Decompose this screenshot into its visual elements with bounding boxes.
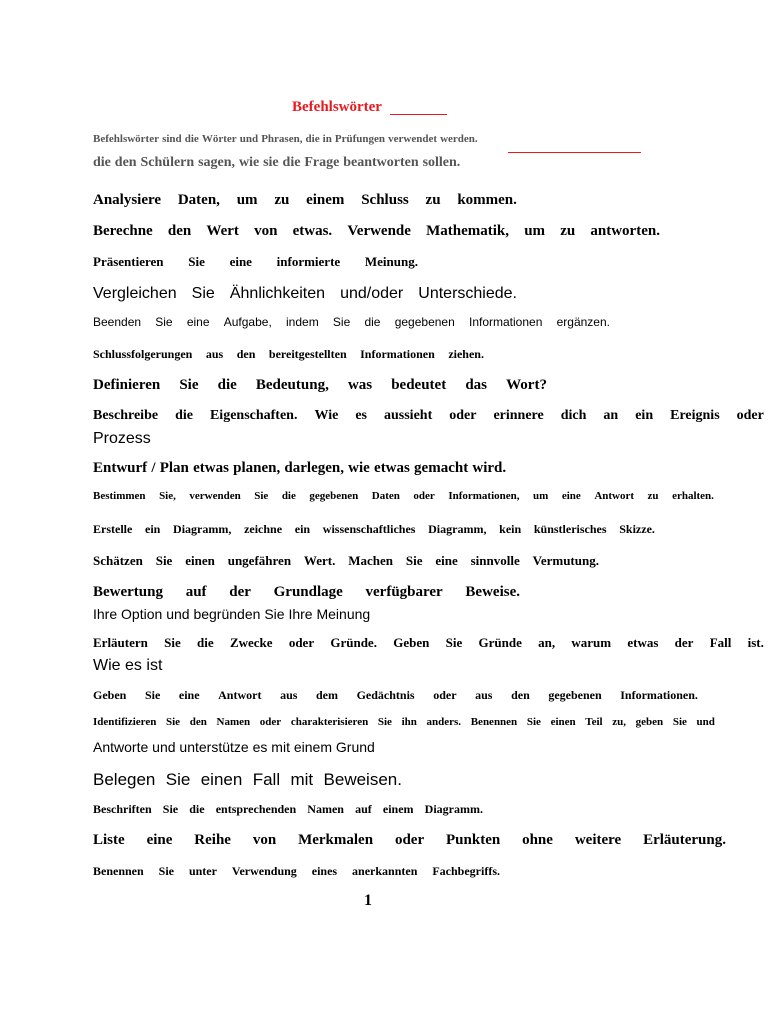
text-line <box>93 223 660 240</box>
word: unterstütze <box>179 739 249 755</box>
word: und <box>166 606 190 622</box>
word: werden. <box>440 133 478 145</box>
word: Gründe <box>478 635 522 650</box>
word: Schätzen <box>93 553 143 568</box>
word: Analysiere <box>93 192 162 208</box>
word: darlegen, <box>284 460 344 476</box>
text-line <box>93 315 610 329</box>
word: Beschriften <box>93 802 152 816</box>
word: auf <box>355 802 372 816</box>
text-line <box>93 770 402 790</box>
word: zu, <box>612 716 627 728</box>
word: Wie <box>93 657 121 674</box>
word: verwenden <box>189 490 241 502</box>
word: Sie <box>445 635 463 650</box>
word: ungefähren <box>227 553 292 568</box>
word: Fall <box>709 635 732 650</box>
word: begründen <box>193 606 261 622</box>
word: Geben <box>393 635 430 650</box>
text-line <box>93 635 764 651</box>
page-number: 1 <box>364 892 372 909</box>
word: in <box>322 133 332 145</box>
word: ergänzen. <box>556 315 610 329</box>
word: bedeutet <box>391 377 447 393</box>
word: anders. <box>426 716 462 728</box>
text-line <box>93 192 517 209</box>
word: Namen <box>216 716 251 728</box>
word: Punkten <box>446 832 501 848</box>
word: wie <box>238 155 260 170</box>
word: Wörter <box>201 133 237 145</box>
word: die <box>282 155 301 170</box>
word: Antwort <box>594 490 635 502</box>
word: aus <box>205 347 224 361</box>
word: Beweisen. <box>323 770 402 789</box>
word: Benennen <box>93 864 144 878</box>
word: Benennen <box>470 716 518 728</box>
word: Fall <box>252 770 281 789</box>
word: Wie <box>314 408 339 423</box>
word: Sie <box>144 688 161 702</box>
word: Gründe. <box>330 635 377 650</box>
word: der <box>674 635 694 650</box>
word: Sie <box>164 635 181 650</box>
word: der <box>229 584 251 600</box>
word: charakterisieren <box>290 716 369 728</box>
word: die <box>93 155 111 170</box>
word: Teil <box>585 716 603 728</box>
word: an <box>603 408 619 423</box>
word: verwendet <box>388 133 437 145</box>
text-line <box>93 864 500 879</box>
word: Erläutern <box>93 635 148 650</box>
word: etwas <box>193 460 229 476</box>
word: einen <box>200 770 243 789</box>
word: oder <box>449 408 477 423</box>
word: Grundlage <box>273 584 343 600</box>
text-line <box>93 460 764 477</box>
word: Schlussfolgerungen <box>93 347 193 361</box>
word: Informationen <box>360 347 435 361</box>
word: das <box>465 377 488 393</box>
word: zu <box>560 223 576 239</box>
word: Ihre <box>93 606 118 622</box>
word: warum <box>571 635 612 650</box>
word: Sie <box>188 254 205 269</box>
word: Diagramm, <box>173 522 232 536</box>
word: / <box>151 460 156 476</box>
word: den <box>167 223 192 239</box>
text-line <box>93 688 698 703</box>
text-line <box>93 377 547 394</box>
word: mit <box>271 739 290 755</box>
word: die <box>281 490 296 502</box>
word: Definieren <box>93 377 161 393</box>
word: ist <box>146 657 163 674</box>
word: Informationen, <box>448 490 520 502</box>
word: geben <box>635 716 664 728</box>
word: um <box>533 490 549 502</box>
word: ziehen. <box>448 347 484 361</box>
word: etwas <box>374 460 410 476</box>
text-line <box>93 522 655 537</box>
page-title: Befehlswörter <box>292 99 382 115</box>
word: Option <box>121 606 163 622</box>
word: wie <box>348 460 370 476</box>
word: Identifizieren <box>93 716 157 728</box>
word: Gedächtnis <box>356 688 415 702</box>
word: die <box>305 133 320 145</box>
word: und <box>239 133 259 145</box>
word: gemacht <box>414 460 469 476</box>
word: Präsentieren <box>93 254 164 269</box>
word: es <box>355 408 367 423</box>
word: um <box>236 192 258 208</box>
word: aussieht <box>384 408 433 423</box>
word: Antworte <box>93 739 149 755</box>
word: den <box>511 688 530 702</box>
word: auf <box>185 584 207 600</box>
word: entsprechenden <box>215 802 297 816</box>
word: weitere <box>574 832 622 848</box>
word: Reihe <box>194 832 231 848</box>
word: eine <box>435 553 458 568</box>
word: einem <box>382 802 414 816</box>
word: zu <box>647 490 659 502</box>
word: Beweise. <box>465 584 520 600</box>
word: den <box>114 155 137 170</box>
word: einem <box>293 739 333 755</box>
word: Informationen. <box>620 688 698 702</box>
word: die <box>217 377 237 393</box>
text-line <box>93 606 764 622</box>
word: aus <box>280 688 298 702</box>
word: etwas <box>627 635 659 650</box>
word: ein <box>294 522 311 536</box>
text-line <box>93 490 714 502</box>
word: sind <box>162 133 182 145</box>
red-underline-mark <box>508 152 641 153</box>
word: Sie <box>179 377 199 393</box>
word: etwas. <box>292 223 333 239</box>
word: Schülern <box>140 155 195 170</box>
word: die <box>364 315 381 329</box>
intro-line <box>93 133 764 145</box>
word: Zwecke <box>229 635 273 650</box>
word: die <box>189 802 205 816</box>
word: eine <box>229 254 252 269</box>
word: Sie <box>158 864 174 878</box>
word: ist. <box>747 635 764 650</box>
word: einen <box>550 716 576 728</box>
text-line <box>93 430 764 448</box>
word: oder <box>413 490 435 502</box>
word: Grund <box>335 739 375 755</box>
word: Beschreibe <box>93 408 159 423</box>
word: antworten. <box>590 223 660 239</box>
word: Frage <box>304 155 340 170</box>
word: eine <box>178 688 200 702</box>
word: den <box>236 347 256 361</box>
word: den <box>189 716 207 728</box>
word: die <box>175 408 193 423</box>
word: Wert <box>206 223 239 239</box>
word: Wort? <box>506 377 547 393</box>
word: Plan <box>159 460 189 476</box>
word: oder <box>259 716 282 728</box>
word: gegebenen <box>309 490 359 502</box>
word: Sie <box>672 716 687 728</box>
word: verfügbarer <box>365 584 443 600</box>
word: beantworten <box>343 155 419 170</box>
word: Sie <box>264 606 285 622</box>
word: eine <box>561 490 581 502</box>
word: oder <box>433 688 457 702</box>
word: eine <box>186 315 210 329</box>
text-line <box>93 739 764 755</box>
word: Bedeutung, <box>255 377 329 393</box>
word: Sie, <box>159 490 176 502</box>
word: von <box>254 223 278 239</box>
word: indem <box>286 315 319 329</box>
word: die <box>184 133 199 145</box>
word: gegebenen <box>394 315 455 329</box>
text-line <box>93 254 418 270</box>
word: Vergleichen <box>93 285 177 302</box>
word: Prüfungen <box>334 133 386 145</box>
word: wird. <box>472 460 507 476</box>
word: ein <box>145 522 161 536</box>
word: Berechne <box>93 223 153 239</box>
word: Meinung <box>316 606 371 622</box>
word: Liste <box>93 832 125 848</box>
text-line <box>93 285 517 303</box>
word: oder <box>394 832 425 848</box>
word: Daten <box>371 490 400 502</box>
word: Vermutung. <box>532 553 599 568</box>
word: aus <box>475 688 493 702</box>
word: mit <box>290 770 314 789</box>
word: Namen <box>307 802 344 816</box>
word: Befehlswörter <box>93 133 159 145</box>
word: kommen. <box>457 192 517 208</box>
word: kein <box>499 522 522 536</box>
text-line <box>93 408 764 424</box>
word: Diagramm. <box>424 802 483 816</box>
word: und/oder <box>340 285 404 302</box>
word: Merkmalen <box>298 832 374 848</box>
text-line <box>93 802 483 817</box>
word: einen <box>185 553 215 568</box>
word: Eigenschaften. <box>209 408 298 423</box>
word: Skizze. <box>619 522 655 536</box>
word: Informationen <box>469 315 543 329</box>
word: und <box>152 739 176 755</box>
word: von <box>252 832 277 848</box>
word: ohne <box>522 832 553 848</box>
text-line <box>93 584 520 601</box>
word: ein <box>635 408 654 423</box>
word: Daten, <box>177 192 220 208</box>
word: Unterschiede. <box>418 285 517 302</box>
word: oder <box>288 635 315 650</box>
word: Schluss <box>361 192 409 208</box>
word: eines <box>311 864 338 878</box>
word: zu <box>274 192 290 208</box>
word: Sie <box>332 315 351 329</box>
word: Sie <box>191 285 215 302</box>
word: es <box>125 657 142 674</box>
word: informierte <box>276 254 341 269</box>
word: Sie <box>377 716 392 728</box>
word: anerkannten <box>352 864 418 878</box>
word: einem <box>306 192 345 208</box>
word: es <box>252 739 268 755</box>
word: Sie <box>165 770 191 789</box>
word: Antwort <box>218 688 262 702</box>
text-line <box>93 657 764 675</box>
text-line <box>93 716 715 728</box>
word: Phrasen, <box>261 133 303 145</box>
word: Wert. <box>303 553 336 568</box>
title-underline <box>390 114 447 115</box>
word: Machen <box>348 553 393 568</box>
text-line <box>93 347 484 362</box>
word: wissenschaftliches <box>322 522 416 536</box>
word: planen, <box>233 460 281 476</box>
word: Ereignis <box>670 408 720 423</box>
word: Ihre <box>288 606 313 622</box>
word: Erläuterung. <box>643 832 726 848</box>
word: sagen, <box>198 155 236 170</box>
word: künstlerisches <box>533 522 607 536</box>
word: um <box>524 223 546 239</box>
word: zeichne <box>244 522 283 536</box>
word: Ähnlichkeiten <box>229 285 326 302</box>
word: Beenden <box>93 315 142 329</box>
word: bereitgestellten <box>268 347 347 361</box>
word: erinnere <box>493 408 544 423</box>
word: sie <box>263 155 279 170</box>
word: Sie <box>155 553 173 568</box>
word: Sie <box>254 490 269 502</box>
word: Sie <box>166 716 181 728</box>
word: Sie <box>162 802 179 816</box>
word: unter <box>188 864 217 878</box>
word: ihn <box>401 716 417 728</box>
word: Sie <box>405 553 423 568</box>
word: Geben <box>93 688 127 702</box>
word: was <box>347 377 373 393</box>
word: sinnvolle <box>470 553 520 568</box>
word: Entwurf <box>93 460 148 476</box>
text-line <box>93 553 599 569</box>
word: Diagramm, <box>428 522 487 536</box>
word: Verwende <box>347 223 411 239</box>
word: und <box>696 716 715 728</box>
word: Prozess <box>93 430 151 447</box>
word: sollen. <box>422 155 461 170</box>
word: gegebenen <box>548 688 602 702</box>
word: Belegen <box>93 770 156 789</box>
word: Sie <box>155 315 173 329</box>
word: Erstelle <box>93 522 133 536</box>
word: dich <box>560 408 587 423</box>
word: Meinung. <box>364 254 418 269</box>
word: dem <box>316 688 338 702</box>
word: erhalten. <box>672 490 714 502</box>
word: eine <box>146 832 173 848</box>
word: Verwendung <box>231 864 297 878</box>
word: Sie <box>526 716 541 728</box>
word: zu <box>425 192 441 208</box>
word: Fachbegriffs. <box>432 864 500 878</box>
text-line <box>93 832 726 849</box>
word: oder <box>736 408 764 423</box>
word: die <box>197 635 214 650</box>
word: Mathematik, <box>426 223 510 239</box>
word: Aufgabe, <box>223 315 272 329</box>
word: Bestimmen <box>93 490 146 502</box>
word: Bewertung <box>93 584 163 600</box>
intro-line <box>93 155 764 171</box>
word: an, <box>538 635 556 650</box>
